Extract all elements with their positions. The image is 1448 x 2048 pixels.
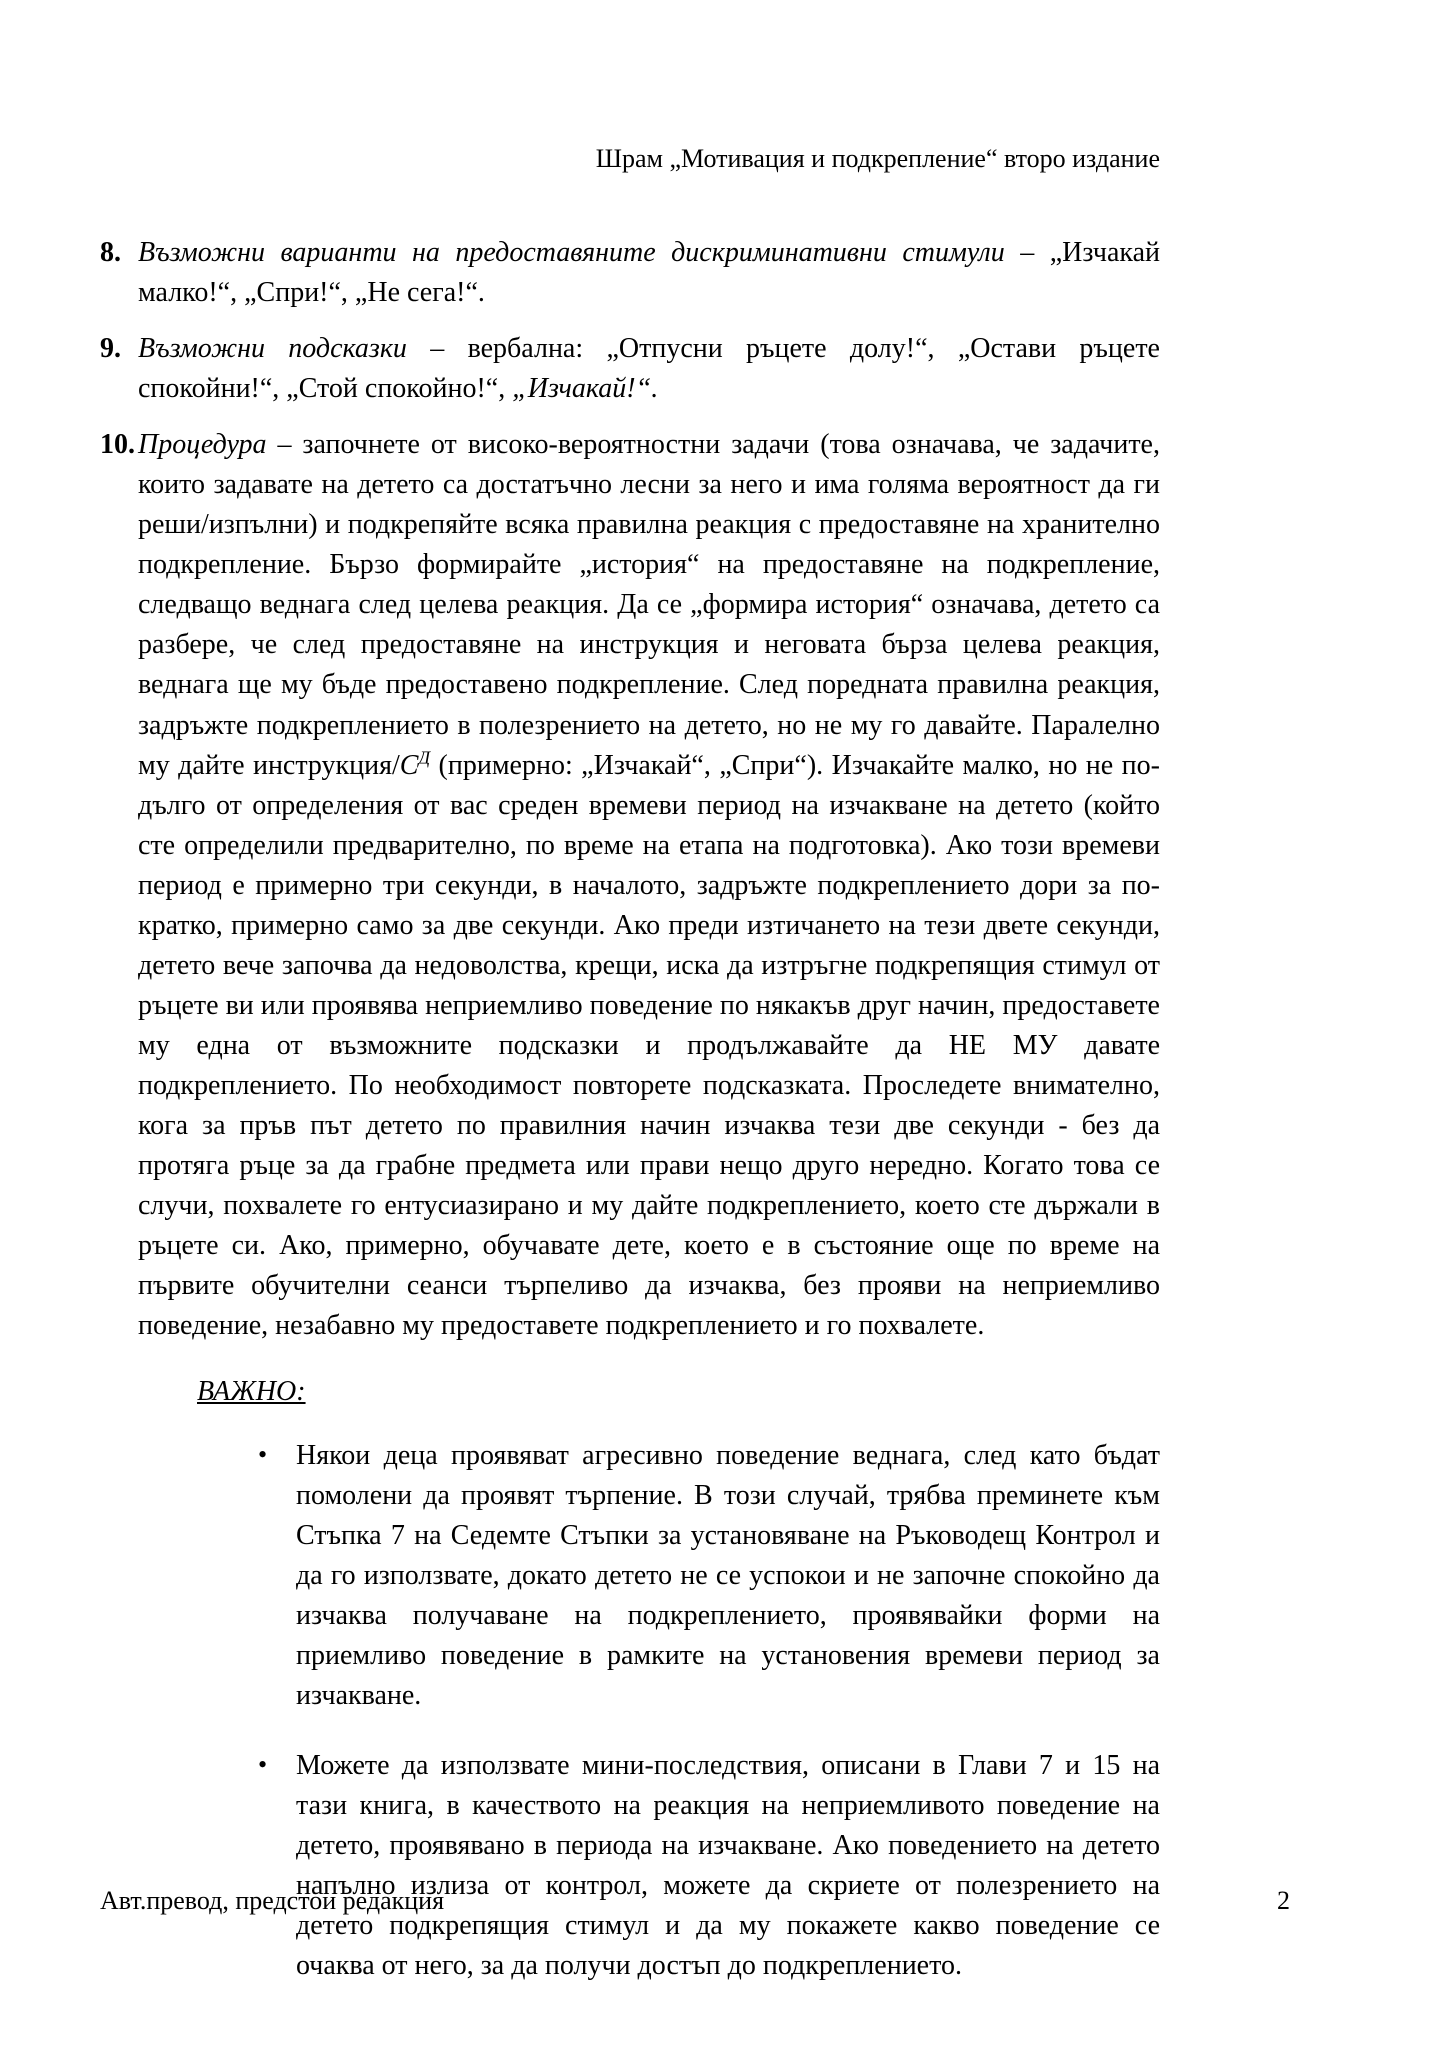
page-number: 2 [1277, 1886, 1290, 1915]
bullet-icon: • [258, 1440, 268, 1470]
item-10-roman-text-a: – започнете от високо-вероятностни задачи (това означава, че задачите, които задавате на детето са достатъчно лесни за него и има голяма вероятност да ги реши/изпълни) и подкрепяйте всяка правилна реакция с предоставяне на хранително подкрепление. Бързо формирайте „история“ на предоставяне на подкрепление, следващо веднага след целева реакция. Да се „формира история“ означава, детето са разбере, че след предоставяне на инструкция и неговата бърза целева реакция, веднага ще му бъде предоставено подкрепление. След поредната правилна реакция, задръжте подкреплението в полезрението на детето, но не му го давайте. Паралелно му дайте инструкция/ [138, 429, 1160, 781]
item-text-10 [138, 425, 1160, 1346]
list-item-9 [100, 329, 1160, 409]
bullet-item-2 [258, 1746, 1160, 1986]
stimulus-symbol-superscript: Д [418, 747, 431, 768]
item-number-9: 9. [100, 333, 121, 365]
important-label: ВАЖНО: [197, 1376, 306, 1408]
item-number-10: 10. [100, 429, 135, 461]
item-10-roman-text-b: (примерно: „Изчакай“, „Спри“). Изчакайте малко, но не по-дълго от определения от вас среден времеви период на изчакване на детето (който сте определили предварително, по време на етапа на подготовка). Ако този времеви период е примерно три секунди, в началото, задръжте подкреплението дори за по-кратко, примерно само за две секунди. Ако преди изтичането на тези двете секунди, детето вече започва да недоволства, крещи, иска да изтръгне подкрепящия стимул от ръцете ви или проявява неприемливо поведение по някакъв друг начин, предоставете му една от възможните подсказки и продължавайте да НЕ МУ давате подкреплението. По необходимост повторете подсказката. Проследете внимателно, кога за пръв път детето по правилния начин изчаква тези две секунди - без да протяга ръце за да грабне предмета или прави нещо друго нередно. Когато това се случи, похвалете го ентусиазирано и му дайте подкреплението, което сте държали в ръцете си. Ако, примерно, обучавате дете, което е в състояние още по време на първите обучителни сеанси търпеливо да изчаква, без прояви на неприемливо поведение, незабавно му предоставете подкреплението и го похвалете. [138, 749, 1160, 1341]
item-9-roman-text: – вербална: „Отпусни ръцете долу!“, „Остави ръцете спокойни!“, „Стой спокойно!“, [138, 333, 1160, 405]
item-number-8: 8. [100, 237, 121, 269]
page-header: Шрам „Мотивация и подкрепление“ второ издание [595, 144, 1160, 173]
item-text-9 [138, 329, 1160, 409]
item-10-italic-lead: Процедура [138, 429, 267, 461]
bullet-text-2: Можете да използвате мини-последствия, описани в Глави 7 и 15 на тази книга, в качеството на реакция на неприемливото поведение на детето, проявявано в периода на изчакване. Ако поведението на детето напълно излиза от контрол, можете да скриете от полезрението на детето подкрепящия стимул и да му покажете какво поведение се очаква от него, за да получи достъп до подкреплението. [296, 1750, 1160, 1982]
item-9-italic-tail: „Изчакай!“. [512, 373, 659, 405]
list-item-8 [100, 233, 1160, 313]
list-item-10 [100, 425, 1160, 1346]
bullet-item-1 [258, 1436, 1160, 1716]
item-text-8 [138, 233, 1160, 313]
stimulus-symbol-base: С [399, 749, 419, 781]
important-heading [197, 1372, 1160, 1412]
footer-note: Авт.превод, предстои редакция [100, 1886, 445, 1915]
item-8-italic-lead: Възможни варианти на предоставяните дискриминативни стимули [138, 237, 1005, 269]
bullet-text-1: Някои деца проявяват агресивно поведение веднага, след като бъдат помолени да проявят търпение. В този случай, трябва преминете към Стъпка 7 на Седемте Стъпки за установяване на Ръководещ Контрол и да го използвате, докато детето не се успокои и не започне спокойно да изчаква получаване на подкреплението, проявявайки форми на приемливо поведение в рамките на установения времеви период за изчакване. [296, 1440, 1160, 1712]
bullet-icon: • [258, 1750, 268, 1780]
item-9-italic-lead: Възможни подсказки [138, 333, 407, 365]
item-8-roman-text: – „Изчакай малко!“, „Спри!“, „Не сега!“. [138, 237, 1161, 309]
page-footer [100, 1882, 1290, 1919]
